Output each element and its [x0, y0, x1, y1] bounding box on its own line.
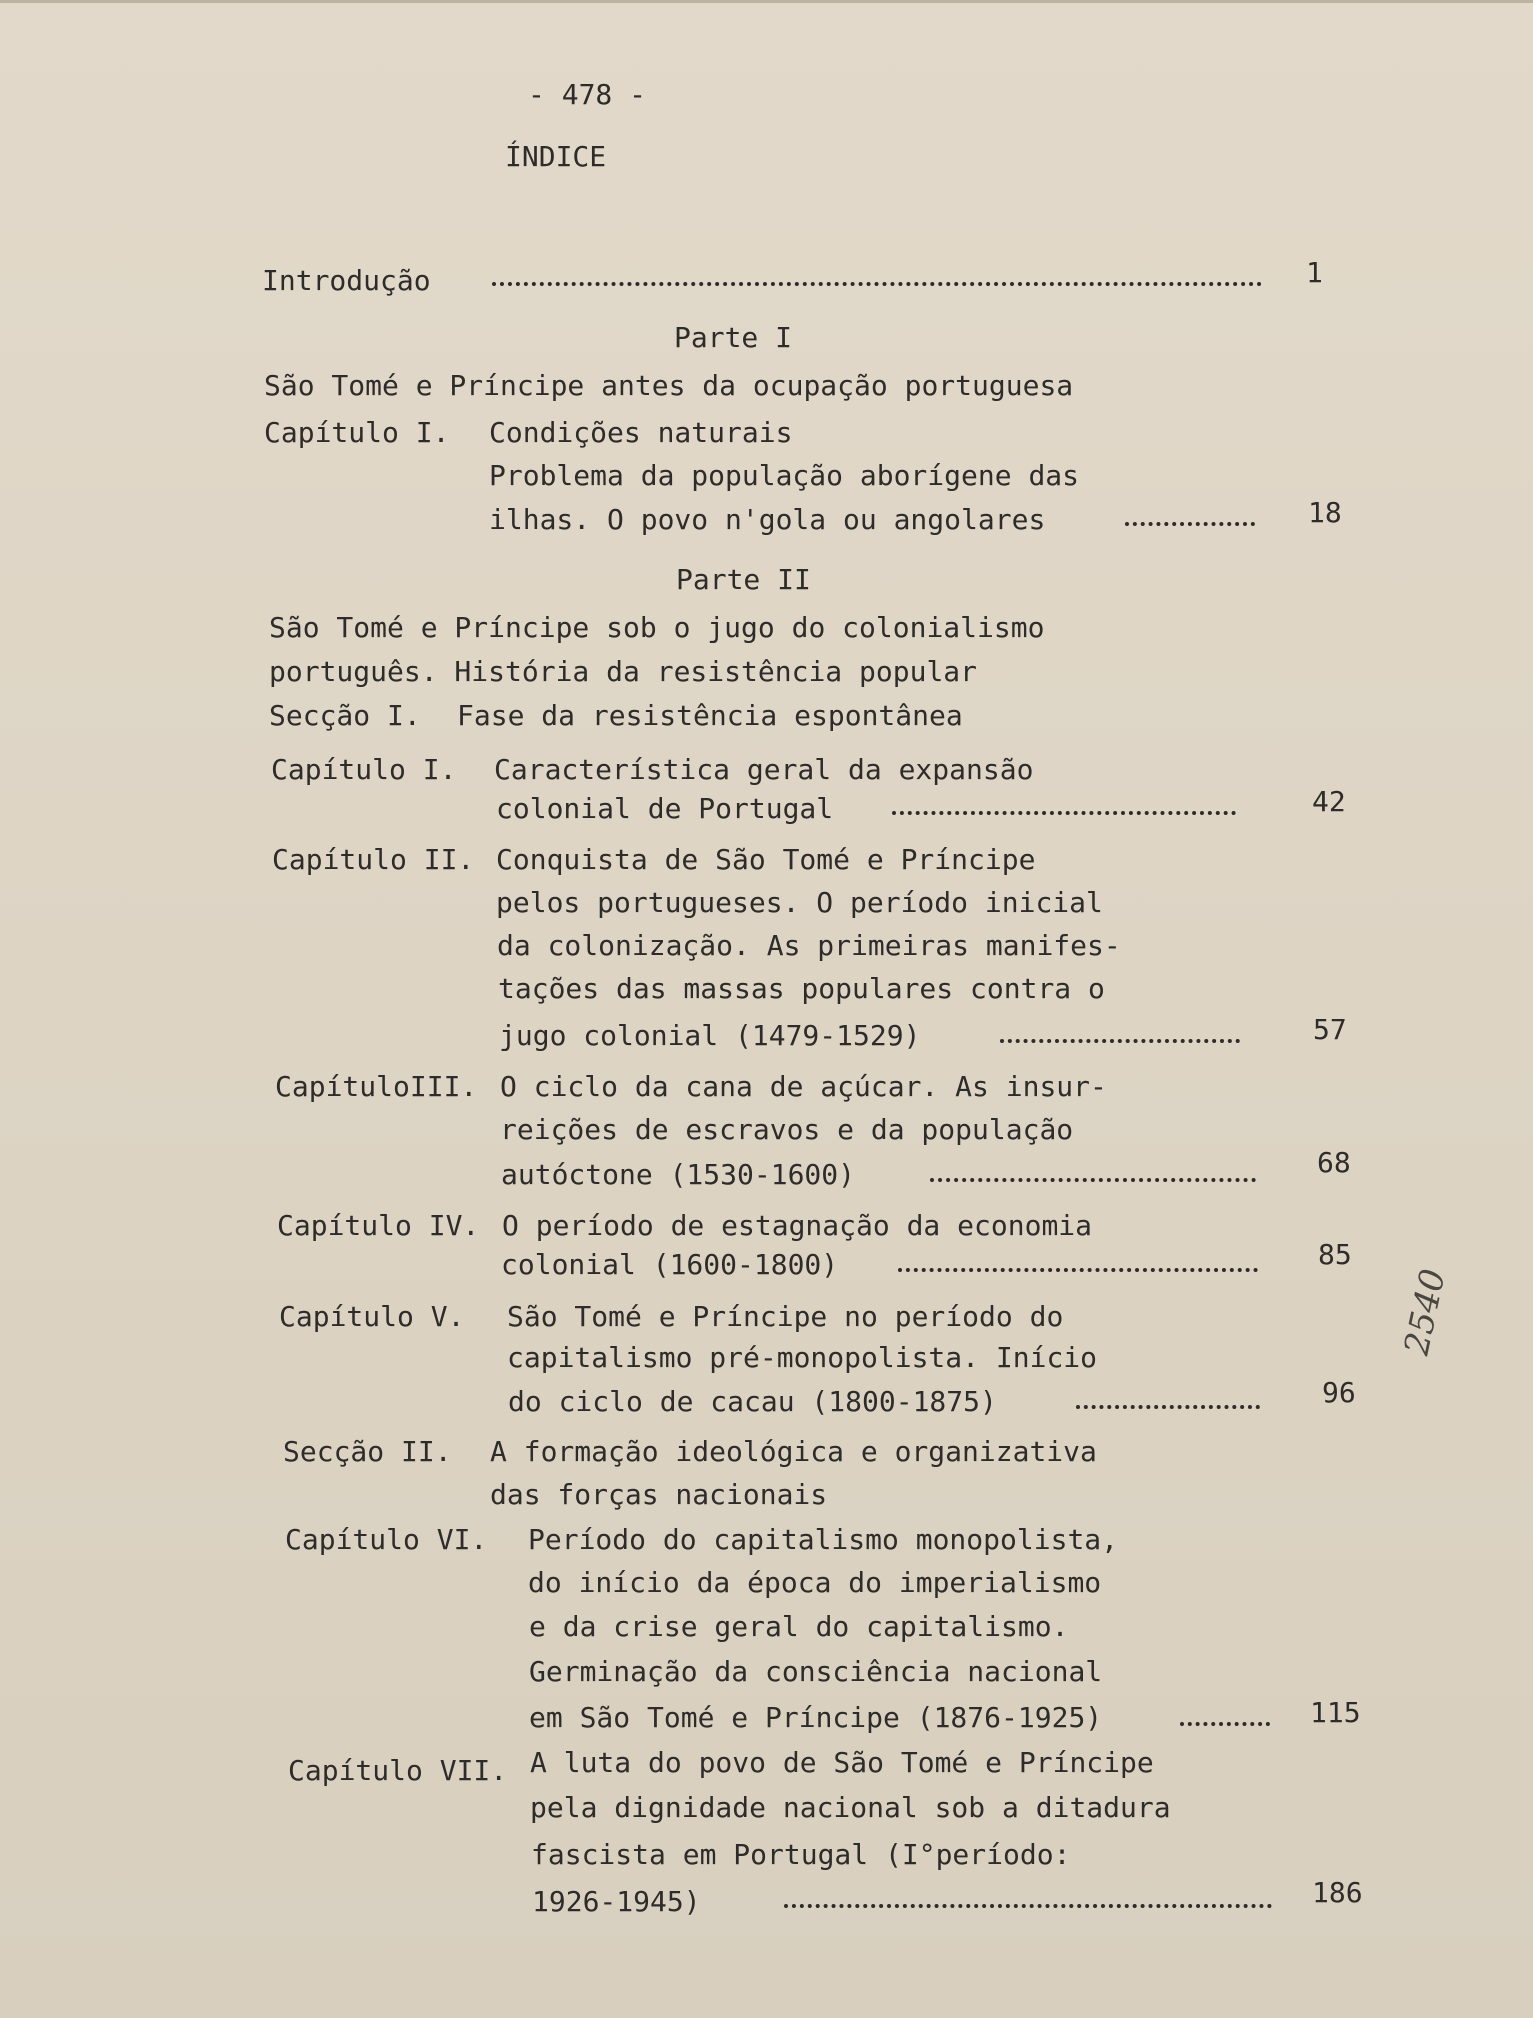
chapter-line: Período do capitalismo monopolista, [528, 1523, 1119, 1556]
chapter-label: Capítulo VII. [288, 1754, 508, 1787]
chapter-label: Capítulo II. [272, 843, 475, 876]
part2-subtitle-line: São Tomé e Príncipe sob o jugo do colonialismo [269, 611, 1045, 644]
chapter-page: 85 [1318, 1238, 1352, 1271]
chapter-label: Capítulo VI. [285, 1523, 488, 1556]
dot-leader [898, 1268, 1258, 1272]
part2-title: Parte II [676, 563, 811, 596]
part2-subtitle-line: português. História da resistência popular [269, 655, 978, 688]
chapter-line: do ciclo de cacau (1800-1875) [508, 1385, 997, 1418]
dot-leader [892, 811, 1236, 815]
index-heading: ÍNDICE [505, 140, 607, 173]
margin-note: 2540 [1396, 1265, 1454, 1359]
dot-leader [1076, 1405, 1260, 1409]
chapter-line: e da crise geral do capitalismo. [529, 1610, 1069, 1643]
page-number: - 478 - [528, 78, 647, 111]
section-text: Fase da resistência espontânea [457, 699, 963, 732]
chapter-line: pela dignidade nacional sob a ditadura [530, 1791, 1171, 1824]
dot-leader [1180, 1722, 1270, 1726]
chapter-label: Capítulo I. [271, 753, 457, 786]
chapter-page: 68 [1317, 1146, 1351, 1179]
chapter-line: colonial (1600-1800) [501, 1248, 839, 1281]
chapter-page: 18 [1308, 496, 1342, 529]
chapter-line: Conquista de São Tomé e Príncipe [496, 843, 1036, 876]
page-edge [0, 0, 1533, 3]
chapter-page: 115 [1310, 1696, 1361, 1729]
section-line: A formação ideológica e organizativa [490, 1435, 1097, 1468]
section-label: Secção I. [269, 699, 421, 732]
chapter-label: CapítuloIII. [275, 1070, 478, 1103]
chapter-line: jugo colonial (1479-1529) [499, 1019, 921, 1052]
chapter-label: Capítulo IV. [277, 1209, 480, 1242]
chapter-line: pelos portugueses. O período inicial [496, 886, 1103, 919]
intro-label: Introdução [262, 264, 431, 297]
intro-page: 1 [1306, 256, 1323, 289]
chapter-label: Capítulo I. [264, 416, 450, 449]
chapter-line: Problema da população aborígene das [489, 459, 1080, 492]
chapter-line: reições de escravos e da população [500, 1113, 1074, 1146]
chapter-line: São Tomé e Príncipe no período do [507, 1300, 1064, 1333]
dot-leader [492, 282, 1262, 286]
dot-leader [1000, 1039, 1240, 1043]
chapter-line: O período de estagnação da economia [502, 1209, 1093, 1242]
section-label: Secção II. [283, 1435, 452, 1468]
chapter-line: autóctone (1530-1600) [501, 1158, 856, 1191]
chapter-line: colonial de Portugal [496, 792, 834, 825]
chapter-page: 186 [1312, 1876, 1363, 1909]
section-line: das forças nacionais [490, 1478, 828, 1511]
chapter-line: ilhas. O povo n'gola ou angolares [489, 503, 1046, 536]
chapter-page: 57 [1313, 1013, 1347, 1046]
part1-subtitle: São Tomé e Príncipe antes da ocupação portuguesa [264, 369, 1074, 402]
chapter-line: capitalismo pré-monopolista. Início [507, 1341, 1098, 1374]
dot-leader [930, 1178, 1256, 1182]
chapter-line: Germinação da consciência nacional [529, 1655, 1103, 1688]
dot-leader [1125, 522, 1255, 526]
chapter-label: Capítulo V. [279, 1300, 465, 1333]
chapter-line: fascista em Portugal (I°período: [531, 1838, 1071, 1871]
chapter-line: do início da época do imperialismo [528, 1566, 1102, 1599]
dot-leader [784, 1904, 1272, 1908]
chapter-line: Característica geral da expansão [494, 753, 1034, 786]
chapter-line: Condições naturais [489, 416, 793, 449]
chapter-line: em São Tomé e Príncipe (1876-1925) [529, 1701, 1103, 1734]
chapter-line: tações das massas populares contra o [498, 972, 1105, 1005]
chapter-page: 42 [1312, 785, 1346, 818]
part1-title: Parte I [674, 321, 793, 354]
chapter-line: 1926-1945) [532, 1885, 701, 1918]
chapter-line: A luta do povo de São Tomé e Príncipe [530, 1746, 1154, 1779]
chapter-line: da colonização. As primeiras manifes- [497, 929, 1121, 962]
chapter-page: 96 [1322, 1376, 1356, 1409]
chapter-line: O ciclo da cana de açúcar. As insur- [500, 1070, 1107, 1103]
